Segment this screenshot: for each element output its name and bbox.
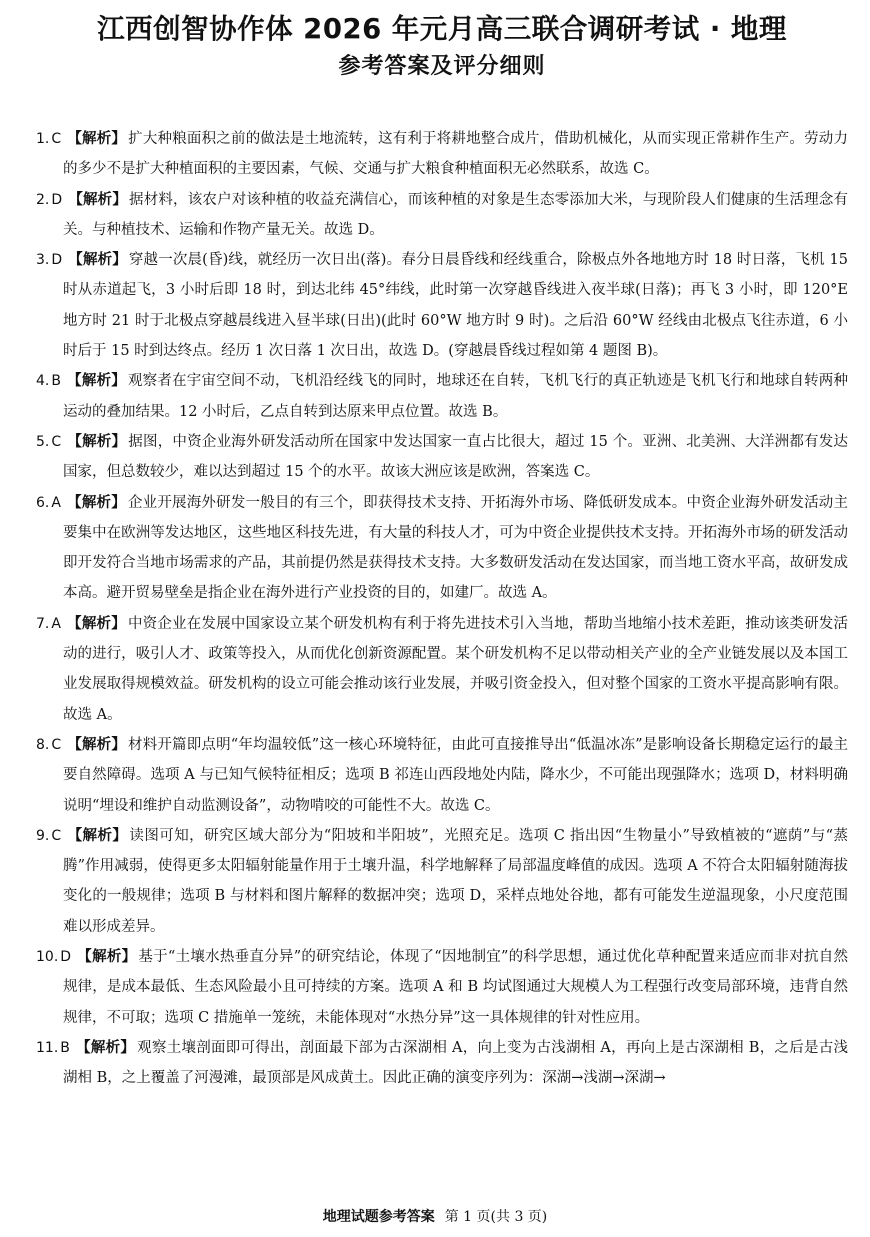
answer-item-6	[36, 488, 848, 609]
page-title: 江西创智协作体 2026 年元月高三联合调研考试 · 地理	[97, 13, 787, 45]
analysis-text: 读图可知，研究区域大部分为“阳坡和半阳坡”，光照充足。选项 C 指出因“生物量小”导致植被的“遮荫”与“蒸腾”作用减弱，使得更多太阳辐射能量作用于土壤升温，科学地解释了局部温度峰值的成因。选项 A 不符合太阳辐射随海拔变化的一般规律；选项 B 与材料和图片解释的数据冲突；选项 D，采样点地处谷地，都有可能发生逆温现象，小尺度范围难以形成差异。	[63, 827, 848, 935]
analysis-text: 扩大种粮面积之前的做法是土地流转，这有利于将耕地整合成片，借助机械化，从而实现正常耕作生产。劳动力的多少不是扩大种植面积的主要因素，气候、交通与扩大粮食种植面积无必然联系，故选 C。	[63, 131, 849, 178]
answer-choice: A	[51, 494, 61, 511]
question-number: 6.	[36, 494, 50, 511]
analysis-text: 中资企业在发展中国家设立某个研发机构有利于将先进技术引入当地，帮助当地缩小技术差距，推动该类研发活动的进行，吸引人才、政策等投入，从而优化创新资源配置。某个研发机构不足以带动相关产业的全产业链发展以及本国工业发展取得规模效益。研发机构的设立可能会推动该行业发展，并吸引资金投入，但对整个国家的工资水平提高影响有限。故选 A。	[63, 615, 848, 723]
answer-choice: C	[51, 433, 62, 450]
question-number: 4.	[36, 373, 50, 390]
answer-item-11	[36, 1033, 848, 1094]
answer-item-4	[36, 366, 848, 427]
footer-subject: 地理试题参考答案	[322, 1209, 435, 1225]
question-number: 11.	[36, 1039, 59, 1056]
answer-choice: B	[51, 373, 61, 390]
analysis-tag: 【解析】	[67, 827, 128, 844]
analysis-tag: 【解析】	[66, 615, 126, 632]
answer-item-2	[36, 185, 848, 246]
analysis-text: 穿越一次晨(昏)线，就经历一次日出(落)。春分日晨昏线和经线重合，除极点外各地地方时 18 时日落，飞机 15 时从赤道起飞，3 小时后即 18 时，到达北纬 45°纬线，此时第一次穿越昏线进入夜半球(日落)；再飞 3 小时，即 120°E 地方时 21 时于北极点穿越晨线进入昼半球(日出)(此时 60°W 地方时 9 时)。之后沿 60°W 经线由北极点飞往赤道，6 小时后于 15 时到达终点。经历 1 次日落 1 次日出，故选 D。(穿越晨昏线过程如第 4 题图 B)。	[63, 252, 849, 360]
analysis-text: 观察土壤剖面即可得出，剖面最下部为古深湖相 A，向上变为古浅湖相 A，再向上是古深湖相 B，之后是古浅湖相 B，之上覆盖了河漫滩，最顶部是风成黄土。因此正确的演变序列为：深湖→浅湖→深湖→	[63, 1039, 849, 1087]
answer-choice: C	[51, 131, 62, 147]
answer-choice: D	[51, 252, 63, 269]
page-subtitle: 参考答案及评分细则	[338, 54, 546, 79]
page-footer	[0, 1207, 870, 1227]
analysis-text: 观察者在宇宙空间不动，飞机沿经线飞的同时，地球还在自转，飞机飞行的真正轨迹是飞机飞行和地球自转两种运动的叠加结果。12 小时后，乙点自转到达原来甲点位置。故选 B。	[63, 373, 849, 420]
question-number: 3.	[36, 252, 50, 269]
answer-choice: B	[60, 1039, 70, 1056]
analysis-tag: 【解析】	[67, 131, 127, 147]
question-number: 10.	[36, 949, 59, 966]
analysis-text: 企业开展海外研发一般目的有三个，即获得技术支持、开拓海外市场、降低研发成本。中资企业海外研发活动主要集中在欧洲等发达地区，这些地区科技先进，有大量的科技人才，可为中资企业提供技术支持。开拓海外市场的研发活动即开发符合当地市场需求的产品，其前提仍然是获得技术支持。大多数研发活动在发达国家，而当地工资水平高，故研发成本高。避开贸易壁垒是指企业在海外进行产业投资的目的，如建厂。故选 A。	[63, 494, 848, 602]
answer-choice: C	[51, 827, 62, 844]
answer-choice: D	[60, 949, 72, 966]
analysis-tag: 【解析】	[68, 191, 128, 208]
analysis-tag: 【解析】	[66, 373, 126, 390]
answer-item-9	[36, 821, 848, 942]
question-number: 2.	[36, 191, 50, 208]
answer-item-1	[36, 124, 848, 185]
question-number: 8.	[36, 736, 50, 753]
analysis-tag: 【解析】	[75, 1039, 136, 1056]
answer-choice: D	[51, 191, 63, 208]
analysis-text: 据图，中资企业海外研发活动所在国家中发达国家一直占比很大，超过 15 个。亚洲、北美洲、大洋洲都有发达国家，但总数较少，难以达到超过 15 个的水平。故该大洲应该是欧洲，答案选 C。	[63, 433, 848, 481]
analysis-text: 材料开篇即点明“年均温较低”这一核心环境特征，由此可直接推导出“低温冰冻”是影响设备长期稳定运行的最主要自然障碍。选项 A 与已知气候特征相反；选项 B 祁连山西段地处内陆，降水少，不可能出现强降水；选项 D，材料明确说明“埋设和维护自动监测设备”，动物啃咬的可能性不大。故选 C。	[63, 736, 848, 814]
question-number: 1.	[36, 131, 50, 147]
question-number: 5.	[36, 433, 50, 450]
analysis-tag: 【解析】	[67, 736, 127, 753]
answer-item-10	[36, 942, 848, 1033]
answer-item-7	[36, 609, 848, 730]
question-number: 9.	[36, 827, 50, 844]
footer-page-number: 第 1 页(共 3 页)	[444, 1209, 548, 1225]
question-number: 7.	[36, 615, 50, 632]
analysis-tag: 【解析】	[66, 494, 126, 511]
answer-choice: C	[51, 736, 62, 753]
analysis-text: 基于“土壤水热垂直分异”的研究结论，体现了“因地制宜”的科学思想，通过优化草种配置来适应而非对抗自然规律，是成本最低、生态风险最小且可持续的方案。选项 A 和 B 均试图通过大规模人为工程强行改变局部环境，违背自然规律，不可取；选项 C 措施单一笼统，未能体现对“水热分异”这一具体规律的针对性应用。	[63, 949, 848, 1026]
analysis-tag: 【解析】	[77, 949, 137, 966]
answer-item-8	[36, 730, 848, 821]
analysis-tag: 【解析】	[67, 433, 127, 450]
answer-item-5	[36, 427, 848, 488]
analysis-text: 据材料，该农户对该种植的收益充满信心，而该种植的对象是生态零添加大米，与现阶段人们健康的生活理念有关。与种植技术、运输和作物产量无关。故选 D。	[63, 191, 849, 238]
answer-choice: A	[51, 615, 61, 632]
analysis-tag: 【解析】	[68, 252, 127, 269]
answer-list	[36, 124, 848, 1094]
answer-item-3	[36, 245, 848, 366]
